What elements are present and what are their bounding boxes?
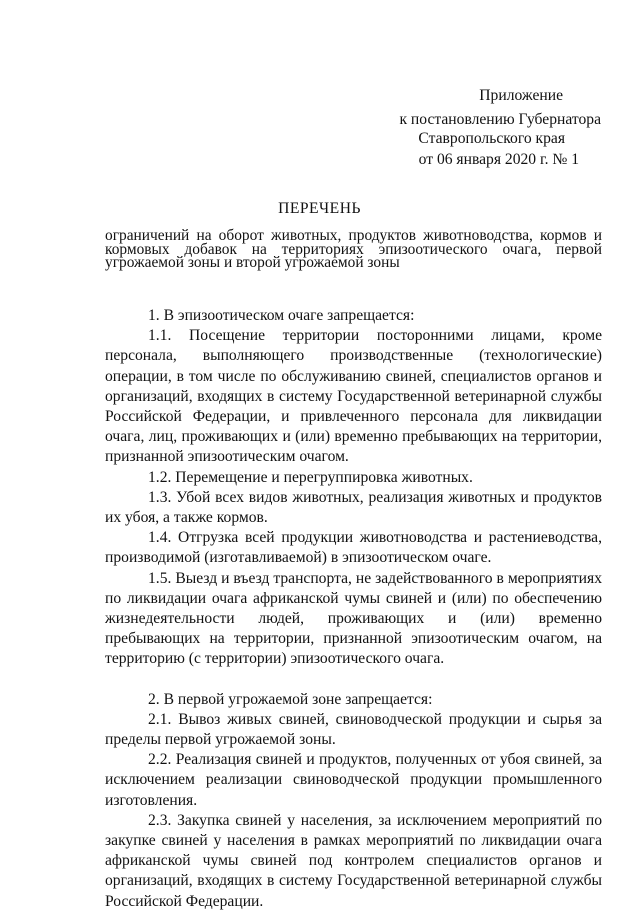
- appendix-date: от 06 января 2020 г. № 1: [418, 151, 579, 168]
- section-1-item: 1.2. Перемещение и перегруппировка животных.: [148, 468, 473, 486]
- section-1-item: 1.1. Посещение территории посторонними лицами, кроме персонала, выполняющего производственные (технологические) операции, в том числе по обслуживанию свиней, специалистов органов и организаций, входящих в систему Государственной ветеринарной службы Российской Федерации, и привлеченного персонала для ликвидации очага, лиц, проживающих и (или) временно пребывающих на территории, признанной эпизоотическим очагом.: [105, 327, 602, 466]
- section-2-item: 2.2. Реализация свиней и продуктов, полученных от убоя свиней, за исключением реализации свиноводческой продукции промышленного изготовления.: [105, 751, 602, 809]
- section-1-item: 1.3. Убой всех видов животных, реализация животных и продуктов их убоя, а также кормов.: [105, 488, 602, 527]
- section-2-item: 2.1. Вывоз живых свиней, свиноводческой продукции и сырья за пределы первой угрожаемой зоны.: [105, 710, 602, 749]
- section-1-heading: 1. В эпизоотическом очаге запрещается:: [148, 307, 415, 324]
- section-1-item: 1.4. Отгрузка всей продукции животноводства и растениеводства, производимой (изготавливаемой) в эпизоотическом очаге.: [105, 529, 602, 567]
- appendix-title: Приложение: [479, 87, 563, 104]
- appendix-reference-line-2: Ставропольского края: [418, 130, 565, 147]
- document-title: ПЕРЕЧЕНЬ: [278, 200, 361, 217]
- appendix-reference-line-1: к постановлению Губернатора: [399, 111, 601, 128]
- document-subtitle: ограничений на оборот животных, продуктов животноводства, кормов и кормовых добавок на территориях эпизоотического очага, первой угрожаемой зоны и второй угрожаемой зоны: [105, 227, 602, 272]
- section-2-item: 2.3. Закупка свиней у населения, за исключением мероприятий по закупке свиней у населения в рамках мероприятий по ликвидации очага африканской чумы свиней под контролем специалистов органов и организаций, входящих в систему Государственной ветеринарной службы Российской Федерации.: [105, 811, 602, 910]
- section-2-heading: 2. В первой угрожаемой зоне запрещается:: [148, 690, 433, 708]
- section-1-item: 1.5. Выезд и въезд транспорта, не задействованного в мероприятиях по ликвидации очага африканской чумы свиней и (или) по обеспечению жизнедеятельности людей, проживающих и (или) временно пребывающих на территории, признанной эпизоотическим очагом, на территорию (с территории) эпизоотического очага.: [105, 569, 602, 668]
- document-body: [105, 306, 602, 912]
